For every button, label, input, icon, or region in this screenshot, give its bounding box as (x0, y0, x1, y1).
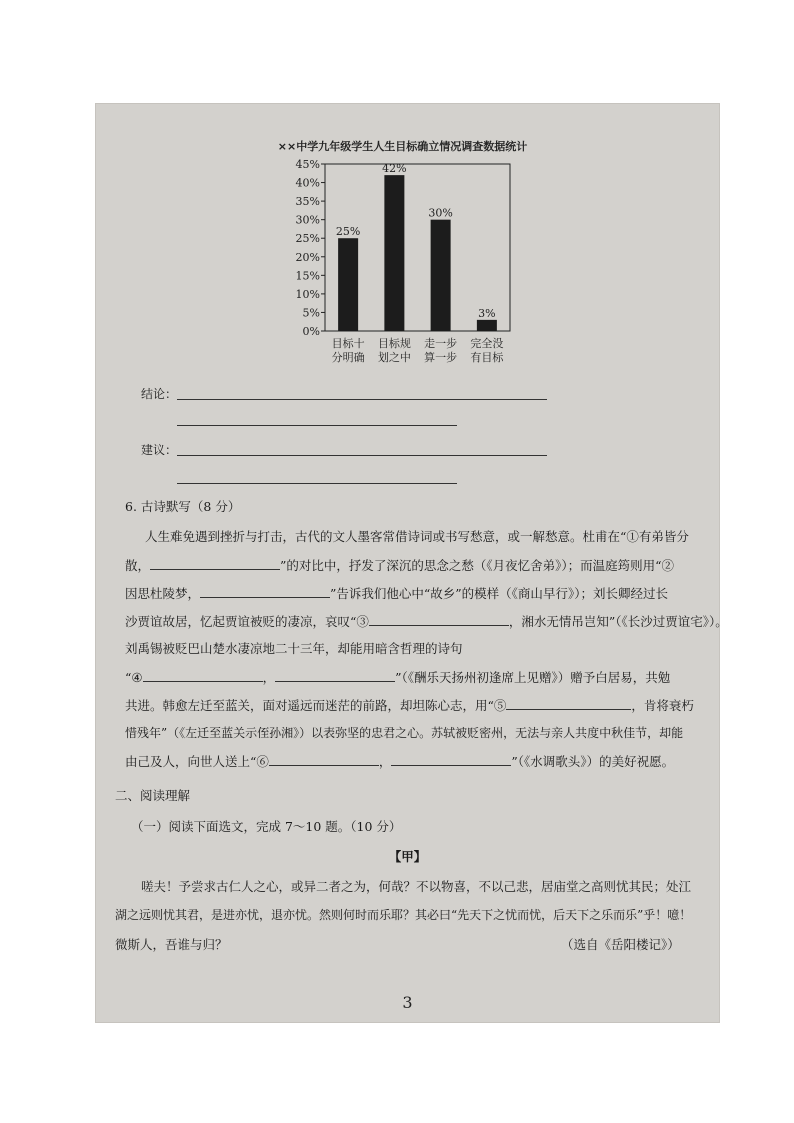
x-category-label: 目标规 (377, 337, 411, 350)
q6-line-8: 惜残年”（《左迁至蓝关示侄孙湘》）以表弥坚的忠君之心。苏轼被贬密州，无法与亲人共度中秋佳节，却能 (125, 726, 684, 740)
bar (384, 175, 404, 331)
x-category-label: 划之中 (377, 351, 411, 364)
x-category-label: 有目标 (470, 351, 504, 364)
q6-line-5: 刘禹锡被贬巴山楚水凄凉地二十三年，却能用暗含哲理的诗句 (125, 641, 463, 656)
y-tick-label: 45% (295, 158, 320, 171)
bar-value-label: 25% (335, 225, 361, 239)
q6-line-9: 由己及人，向世人送上“⑥ ， ”（《水调歌头》）的美好祝愿。 (125, 751, 674, 772)
q6-heading: 6. 古诗默写（8 分） (125, 499, 241, 514)
suggestion-label: 建议： (141, 443, 178, 457)
passage-jia-label: 【甲】 (388, 849, 427, 864)
bar-value-label: 30% (428, 206, 453, 220)
bar (477, 320, 497, 331)
q6-line-2: 散， ”的对比中，抒发了深沉的思念之愁（《月夜忆舍弟》）；而温庭筠则用“② (125, 555, 674, 576)
conclusion-label: 结论： (141, 387, 178, 401)
y-tick-label: 35% (295, 195, 320, 209)
page-number: 3 (402, 993, 413, 1012)
bar-chart (295, 156, 615, 371)
reading-section-title: 二、阅读理解 (115, 788, 191, 803)
suggestion-line-1 (177, 455, 547, 456)
bar-value-label: 3% (478, 306, 496, 320)
conclusion-line-1 (177, 399, 547, 400)
reading-instructions: （一）阅读下面选文，完成 7～10 题。（10 分） (131, 819, 402, 834)
conclusion-line-2 (177, 425, 457, 426)
bar-value-label: 42% (382, 162, 407, 176)
q6-line-4: 沙贾谊故居，忆起贾谊被贬的凄凉，哀叹“③ ，湘水无情吊岂知”（《长沙过贾谊宅》）。 (125, 611, 728, 632)
x-category-label: 完全没 (470, 337, 504, 350)
x-category-label: 目标十 (331, 337, 365, 350)
suggestion-line-2 (177, 483, 457, 484)
x-category-label: 走一步 (424, 337, 458, 350)
y-tick-label: 30% (295, 213, 320, 227)
y-tick-label: 10% (295, 287, 320, 301)
y-tick-label: 25% (295, 232, 320, 246)
y-tick-label: 15% (295, 269, 320, 283)
q6-line-6: “④ ， ”（《酬乐天扬州初逢席上见赠》）赠予白居易，共勉 (125, 667, 670, 688)
bar (338, 238, 358, 331)
y-tick-label: 5% (302, 306, 320, 320)
q6-line-7: 共进。韩愈左迁至蓝关，面对遥远而迷茫的前路，却坦陈心志，用“⑤ ，肯将衰朽 (125, 695, 694, 716)
bar (431, 220, 451, 331)
chart-title: ××中学九年级学生人生目标确立情况调查数据统计 (277, 140, 528, 153)
passage-source: （选自《岳阳楼记》） (561, 937, 680, 952)
passage-line-1: 嗟夫！予尝求古仁人之心，或异二者之为，何哉？不以物喜，不以己悲，居庙堂之高则忧其民；处江 (141, 879, 692, 894)
passage-line-2: 湖之远则忧其君，是进亦忧，退亦忧。然则何时而乐耶？其必曰“先天下之忧而忧，后天下之乐而乐”乎！噫！ (115, 908, 692, 922)
passage-line-3: 微斯人，吾谁与归？ (115, 937, 228, 952)
y-tick-label: 40% (295, 176, 320, 190)
x-category-label: 分明确 (331, 351, 365, 364)
y-tick-label: 0% (302, 325, 320, 338)
q6-line-3: 因思杜陵梦， ”告诉我们他心中“故乡”的模样（《商山早行》）；刘长卿经过长 (125, 583, 668, 604)
y-tick-label: 20% (295, 250, 320, 264)
exam-page (95, 103, 728, 1023)
x-category-label: 算一步 (424, 351, 458, 364)
q6-line-1: 人生难免遇到挫折与打击，古代的文人墨客常借诗词或书写愁意，或一解愁意。杜甫在“①有弟皆分 (145, 529, 689, 544)
